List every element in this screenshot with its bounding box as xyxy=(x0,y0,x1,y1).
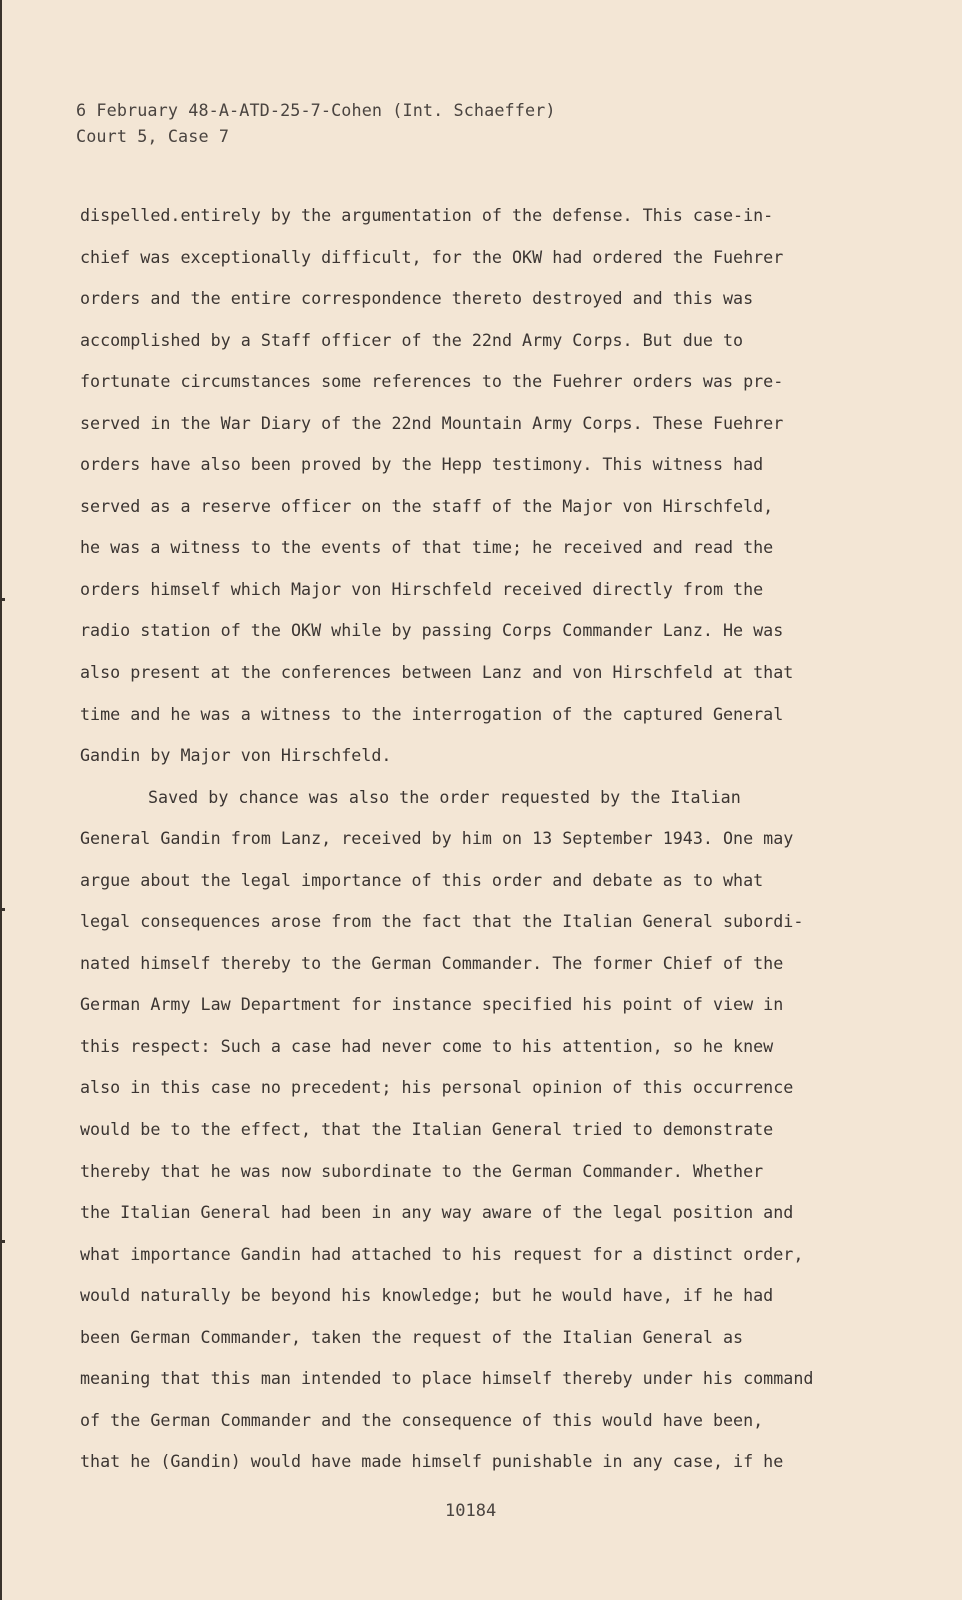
text-line: orders have also been proved by the Hepp testimony. This witness had xyxy=(80,454,764,475)
text-line: this respect: Such a case had never come to his attention, so he knew xyxy=(80,1035,774,1056)
text-line: that he (Gandin) would have made himself punishable in any case, if he xyxy=(80,1451,784,1472)
text-line: dispelled.entirely by the argumentation of the defense. This case-in- xyxy=(80,205,774,225)
text-line: the Italian General had been in any way aware of the legal position and xyxy=(80,1202,794,1223)
text-line: orders himself which Major von Hirschfeld received directly from the xyxy=(80,578,764,599)
text-line: radio station of the OKW while by passing Corps Commander Lanz. He was xyxy=(80,620,784,641)
text-line: General Gandin from Lanz, received by him on 13 September 1943. One may xyxy=(80,828,794,849)
page-number: 10184 xyxy=(445,1501,497,1521)
text-line: what importance Gandin had attached to his request for a distinct order, xyxy=(80,1243,804,1264)
paragraph-start-line: Saved by chance was also the order requested by the Italian xyxy=(148,786,741,807)
text-line: legal consequences arose from the fact that the Italian General subordi- xyxy=(80,911,804,932)
text-line: also present at the conferences between Lanz and von Hirschfeld at that xyxy=(80,662,794,683)
text-line: fortunate circumstances some references to the Fuehrer orders was pre- xyxy=(80,371,784,392)
margin-tick xyxy=(0,1240,5,1243)
margin-tick xyxy=(0,908,5,911)
text-line: nated himself thereby to the German Commander. The former Chief of the xyxy=(80,952,784,973)
transcript-body xyxy=(80,195,870,1483)
text-line: served in the War Diary of the 22nd Mountain Army Corps. These Fuehrer xyxy=(80,412,784,433)
text-line: Gandin by Major von Hirschfeld. xyxy=(80,745,392,766)
text-line: served as a reserve officer on the staff of the Major von Hirschfeld, xyxy=(80,495,774,516)
text-line: time and he was a witness to the interrogation of the captured General xyxy=(80,703,784,724)
text-line: he was a witness to the events of that time; he received and read the xyxy=(80,537,774,558)
text-line: argue about the legal importance of this order and debate as to what xyxy=(80,869,764,890)
text-line: of the German Commander and the consequence of this would have been, xyxy=(80,1409,764,1430)
header-date-line: 6 February 48-A-ATD-25-7-Cohen (Int. Schaeffer) xyxy=(76,100,556,120)
text-line: would naturally be beyond his knowledge; but he would have, if he had xyxy=(80,1285,774,1306)
text-line: also in this case no precedent; his personal opinion of this occurrence xyxy=(80,1077,794,1098)
text-line: chief was exceptionally difficult, for the OKW had ordered the Fuehrer xyxy=(80,246,784,267)
text-line: accomplished by a Staff officer of the 22nd Army Corps. But due to xyxy=(80,329,744,350)
left-margin-line xyxy=(0,0,2,1600)
text-line: meaning that this man intended to place himself thereby under his command xyxy=(80,1368,814,1389)
text-line: would be to the effect, that the Italian General tried to demonstrate xyxy=(80,1119,774,1140)
text-line: thereby that he was now subordinate to the German Commander. Whether xyxy=(80,1160,764,1181)
text-line: orders and the entire correspondence thereto destroyed and this was xyxy=(80,288,754,309)
page-header xyxy=(76,97,556,149)
margin-tick xyxy=(0,598,5,601)
text-line: been German Commander, taken the request of the Italian General as xyxy=(80,1326,744,1347)
text-line: German Army Law Department for instance specified his point of view in xyxy=(80,994,784,1015)
header-court-line: Court 5, Case 7 xyxy=(76,126,230,146)
